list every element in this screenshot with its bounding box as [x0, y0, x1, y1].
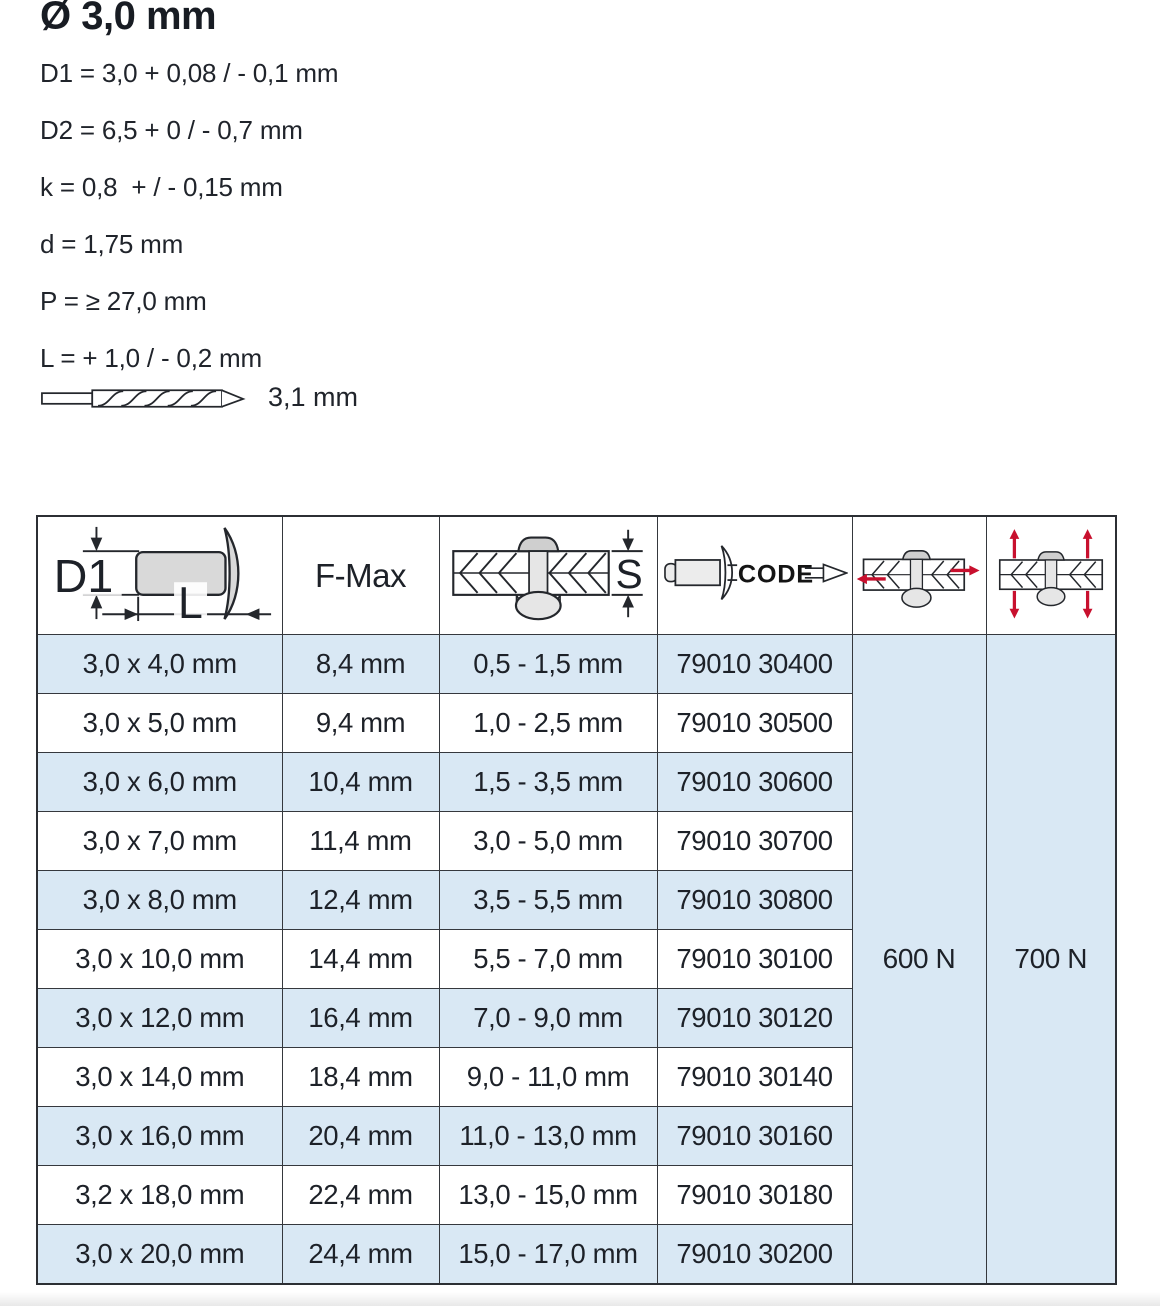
header-shear-cell: [852, 516, 986, 635]
header-code-cell: [657, 516, 852, 635]
grip-cell: 3,5 - 5,5 mm: [439, 871, 657, 930]
rivet-code-diagram-icon: [662, 541, 848, 605]
size-cell: 3,0 x 5,0 mm: [37, 694, 282, 753]
code-cell: 79010 30140: [657, 1048, 852, 1107]
size-cell: 3,0 x 6,0 mm: [37, 753, 282, 812]
code-cell: 79010 30600: [657, 753, 852, 812]
dim-l-label: L: [177, 579, 203, 625]
fmax-cell: 9,4 mm: [282, 694, 439, 753]
shear-strength-diagram-icon: [855, 530, 983, 616]
header-dimension-cell: [37, 516, 282, 635]
fmax-cell: 10,4 mm: [282, 753, 439, 812]
code-cell: 79010 30180: [657, 1166, 852, 1225]
size-cell: 3,0 x 16,0 mm: [37, 1107, 282, 1166]
fmax-cell: 14,4 mm: [282, 930, 439, 989]
grip-cell: 15,0 - 17,0 mm: [439, 1225, 657, 1284]
fmax-cell: 8,4 mm: [282, 635, 439, 694]
fmax-label: F-Max: [315, 556, 406, 594]
grip-cell: 1,5 - 3,5 mm: [439, 753, 657, 812]
code-cell: 79010 30160: [657, 1107, 852, 1166]
fmax-cell: 12,4 mm: [282, 871, 439, 930]
table-row: [37, 635, 1116, 694]
code-cell: 79010 30200: [657, 1225, 852, 1284]
header-grip-cell: [439, 516, 657, 635]
spec-line-d2: D2 = 6,5 + 0 / - 0,7 mm: [40, 115, 303, 145]
table-header-row: [37, 516, 1116, 635]
size-cell: 3,0 x 10,0 mm: [37, 930, 282, 989]
tensile-strength-cell: 700 N: [986, 635, 1116, 1284]
dim-d1-label: D1: [53, 549, 114, 602]
size-cell: 3,0 x 12,0 mm: [37, 989, 282, 1048]
grip-cell: 5,5 - 7,0 mm: [439, 930, 657, 989]
header-tensile-cell: [986, 516, 1116, 635]
spec-table: [36, 515, 1117, 1285]
spec-table-body: [37, 635, 1116, 1284]
code-cell: 79010 30100: [657, 930, 852, 989]
fmax-cell: 24,4 mm: [282, 1225, 439, 1284]
spec-line-d1: D1 = 3,0 + 0,08 / - 0,1 mm: [40, 58, 339, 88]
size-cell: 3,0 x 20,0 mm: [37, 1225, 282, 1284]
spec-list: [40, 58, 338, 374]
grip-range-diagram-icon: [447, 522, 649, 624]
code-label: CODE: [737, 560, 814, 589]
size-cell: 3,2 x 18,0 mm: [37, 1166, 282, 1225]
code-cell: 79010 30800: [657, 871, 852, 930]
fmax-cell: 11,4 mm: [282, 812, 439, 871]
fmax-cell: 20,4 mm: [282, 1107, 439, 1166]
page-title: Ø 3,0 mm: [40, 0, 217, 38]
spec-line-d: d = 1,75 mm: [40, 229, 184, 259]
code-cell: 79010 30700: [657, 812, 852, 871]
spec-line-l: L = + 1,0 / - 0,2 mm: [40, 343, 262, 373]
grip-cell: 0,5 - 1,5 mm: [439, 635, 657, 694]
page-edge-shadow: [0, 1292, 1160, 1306]
header-fmax-cell: [282, 516, 439, 635]
grip-cell: 13,0 - 15,0 mm: [439, 1166, 657, 1225]
spec-line-p: P = ≥ 27,0 mm: [40, 286, 207, 316]
drill-bit-icon: [40, 383, 248, 413]
fmax-cell: 16,4 mm: [282, 989, 439, 1048]
shear-strength-cell: 600 N: [852, 635, 986, 1284]
grip-cell: 7,0 - 9,0 mm: [439, 989, 657, 1048]
grip-cell: 11,0 - 13,0 mm: [439, 1107, 657, 1166]
drill-size-label: 3,1 mm: [268, 382, 359, 412]
drill-size-row: [40, 382, 358, 413]
grip-cell: 3,0 - 5,0 mm: [439, 812, 657, 871]
grip-cell: 9,0 - 11,0 mm: [439, 1048, 657, 1107]
size-cell: 3,0 x 14,0 mm: [37, 1048, 282, 1107]
grip-s-label: S: [615, 551, 643, 598]
size-cell: 3,0 x 7,0 mm: [37, 812, 282, 871]
fmax-cell: 22,4 mm: [282, 1166, 439, 1225]
size-cell: 3,0 x 8,0 mm: [37, 871, 282, 930]
rivet-dimension-diagram-icon: [46, 521, 274, 625]
spec-line-k: k = 0,8 + / - 0,15 mm: [40, 172, 283, 202]
code-cell: 79010 30500: [657, 694, 852, 753]
fmax-cell: 18,4 mm: [282, 1048, 439, 1107]
code-cell: 79010 30400: [657, 635, 852, 694]
size-cell: 3,0 x 4,0 mm: [37, 635, 282, 694]
tensile-strength-diagram-icon: [990, 525, 1112, 621]
code-cell: 79010 30120: [657, 989, 852, 1048]
grip-cell: 1,0 - 2,5 mm: [439, 694, 657, 753]
